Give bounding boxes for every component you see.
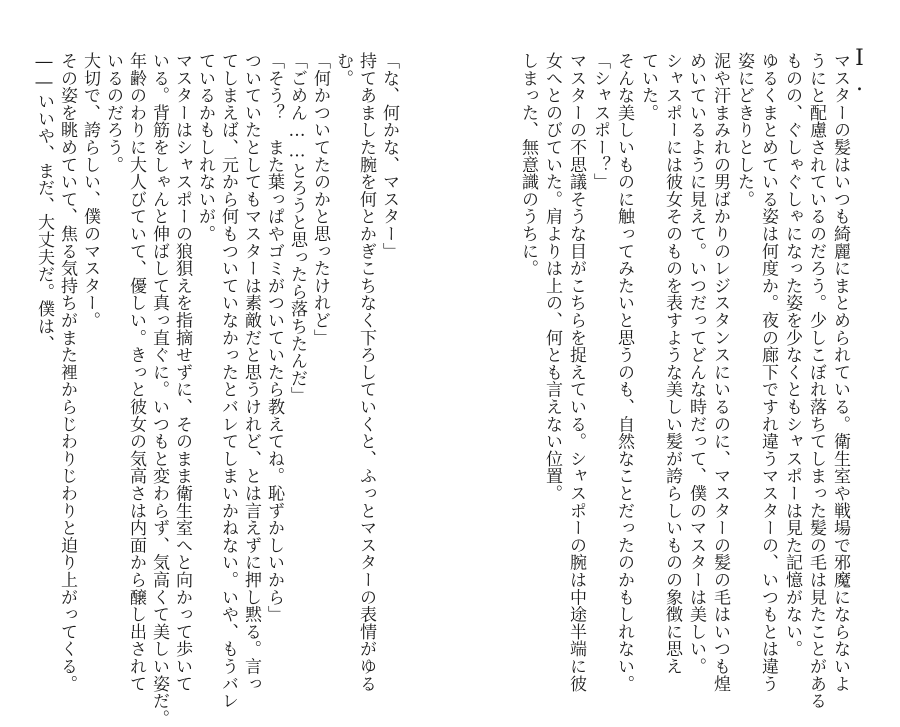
left-page-line: マスターはシャスポーの狼狽えを指摘せずに、そのまま衛生室へと向かって歩いて xyxy=(172,52,192,693)
right-page-line: 泥や汗まみれの男ばかりのレジスタンスにいるのに、マスターの髪の毛はいつも煌 xyxy=(710,52,730,693)
left-page-line: む。 xyxy=(333,52,353,87)
right-page-line: マスターの不思議そうな目がこちらを捉えている。シャスポーの腕は中途半端に彼 xyxy=(566,52,586,693)
right-page-line: 「シャスポー？」 xyxy=(590,52,610,191)
right-page-line: ものの、ぐしゃぐしゃになった姿を少なくともシャスポーは見た記憶がない。 xyxy=(782,52,802,658)
left-page-line: 大切で、誇らしい、僕のマスター。 xyxy=(80,52,100,329)
left-page-line: 持てあました腕を何とかぎこちなく下ろしていくと、ふっとマスターの表情がゆる xyxy=(356,52,376,693)
left-page-line: 年齢のわりに大人びていて、優しい。きっと彼女の気高さは内面から醸し出されて xyxy=(126,52,146,693)
right-page-line: ていた。 xyxy=(638,52,658,122)
right-page-line: マスターの髪はいつも綺麗にまとめられている。衛生室や戦場で邪魔にならないよ xyxy=(830,52,850,693)
left-page-line: ――いいや、まだ、大丈夫だ。僕は、 xyxy=(34,52,54,353)
left-page-line: いるのだろう。 xyxy=(103,52,123,174)
left-page-line: ついていたとしてもマスターは素敵だと思うけれど、とは言えずに押し黙る。言っ xyxy=(241,52,261,693)
left-page-line: その姿を眺めていて、焦る気持ちがまた裡からじわりじわりと迫り上がってくる。 xyxy=(57,52,77,693)
right-page-line: しまった、無意識のうちに。 xyxy=(518,52,538,277)
right-page-line: そんな美しいものに触ってみたいと思うのも、自然なことだったのかもしれない。 xyxy=(614,52,634,693)
right-page-line: 女へとのびていた。肩よりは上の、何とも言えない位置。 xyxy=(542,52,562,502)
right-page-line: シャスポーには彼女そのものを表すような美しい髪が誇らしいものの象徴に思え xyxy=(662,52,682,675)
right-page-line: めいているように見えて。いつだってどんな時だって、僕のマスターは美しい。 xyxy=(686,52,706,675)
right-page-line: うにと配慮されているのだろう。少しこぼれ落ちてしまった髪の毛は見たことがある xyxy=(806,52,826,710)
left-page-line: てしまえば、元から何もついていなかったとバレてしまいかねない。いや、もうバレ xyxy=(218,52,238,710)
right-page-line: ゆるくまとめている姿は何度か。夜の廊下ですれ違うマスターの、いつもとは違う xyxy=(758,52,778,693)
chapter-number: I. xyxy=(847,46,872,96)
right-page-line: 姿にどきりとした。 xyxy=(734,52,754,208)
left-page-line: 「そう？ また葉っぱやゴミがついていたら教えてね。恥ずかしいから」 xyxy=(264,52,284,623)
left-page-line: ているかもしれないが。 xyxy=(195,52,215,243)
left-page-line: 「何かついてたのかと思ったけれど」 xyxy=(310,52,330,347)
left-page-line: 「な、何かな、マスター」 xyxy=(379,52,399,260)
left-page-line: いる。背筋をしゃんと伸ばして真っ直ぐに。いつもと変わらず、気高くて美しい姿だ。 xyxy=(149,52,169,727)
right-page xyxy=(450,0,900,710)
left-page-line: 「ごめん……とろうと思ったら落ちたんだ」 xyxy=(287,52,307,404)
